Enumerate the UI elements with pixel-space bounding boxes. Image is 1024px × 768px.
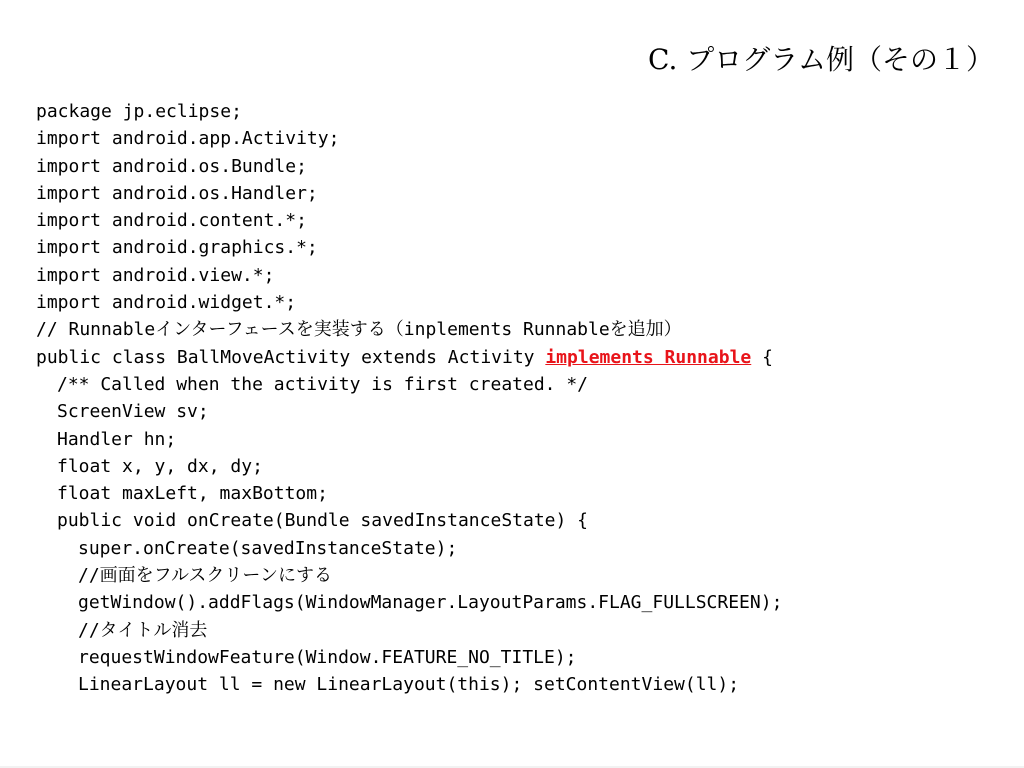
code-line-import-content: import android.content.*;: [36, 210, 307, 232]
code-line-request-feature: requestWindowFeature(Window.FEATURE_NO_TITLE);: [78, 646, 577, 668]
code-line-max-fields: float maxLeft, maxBottom;: [57, 483, 328, 505]
code-line-oncreate: public void onCreate(Bundle savedInstanceState) {: [57, 510, 589, 532]
implements-runnable-highlight: implements Runnable: [545, 346, 752, 368]
code-line-package: package jp.eclipse;: [36, 101, 242, 122]
code-line-javadoc: /** Called when the activity is first created. */: [57, 373, 589, 395]
code-line-import-widget: import android.widget.*;: [36, 292, 297, 314]
code-line-import-view: import android.view.*;: [36, 264, 275, 286]
code-line-import-bundle: import android.os.Bundle;: [36, 155, 307, 177]
code-line-import-activity: import android.app.Activity;: [36, 128, 340, 150]
class-declaration-start: public class BallMoveActivity extends Activity: [36, 346, 546, 368]
code-line-add-flags: getWindow().addFlags(WindowManager.LayoutParams.FLAG_FULLSCREEN);: [78, 592, 783, 614]
class-declaration-end: {: [751, 346, 773, 368]
code-line-class-declaration: [36, 344, 782, 371]
code-line-comment-title: //タイトル消去: [78, 619, 208, 641]
code-line-import-graphics: import android.graphics.*;: [36, 237, 318, 259]
code-line-float-fields: float x, y, dx, dy;: [57, 455, 263, 477]
code-line-comment-runnable: // Runnableインターフェースを実装する（inplements Runnableを追加）: [36, 319, 682, 341]
code-line-linear-layout: LinearLayout ll = new LinearLayout(this); setContentView(ll);: [78, 674, 740, 696]
code-line-import-handler: import android.os.Handler;: [36, 182, 318, 204]
code-listing: [36, 98, 782, 699]
code-line-comment-fullscreen: //画面をフルスクリーンにする: [78, 565, 333, 587]
code-line-super-oncreate: super.onCreate(savedInstanceState);: [78, 537, 458, 559]
code-line-screenview-field: ScreenView sv;: [57, 401, 209, 423]
code-line-handler-field: Handler hn;: [57, 428, 177, 450]
slide-title: C. プログラム例（その１）: [648, 43, 994, 76]
